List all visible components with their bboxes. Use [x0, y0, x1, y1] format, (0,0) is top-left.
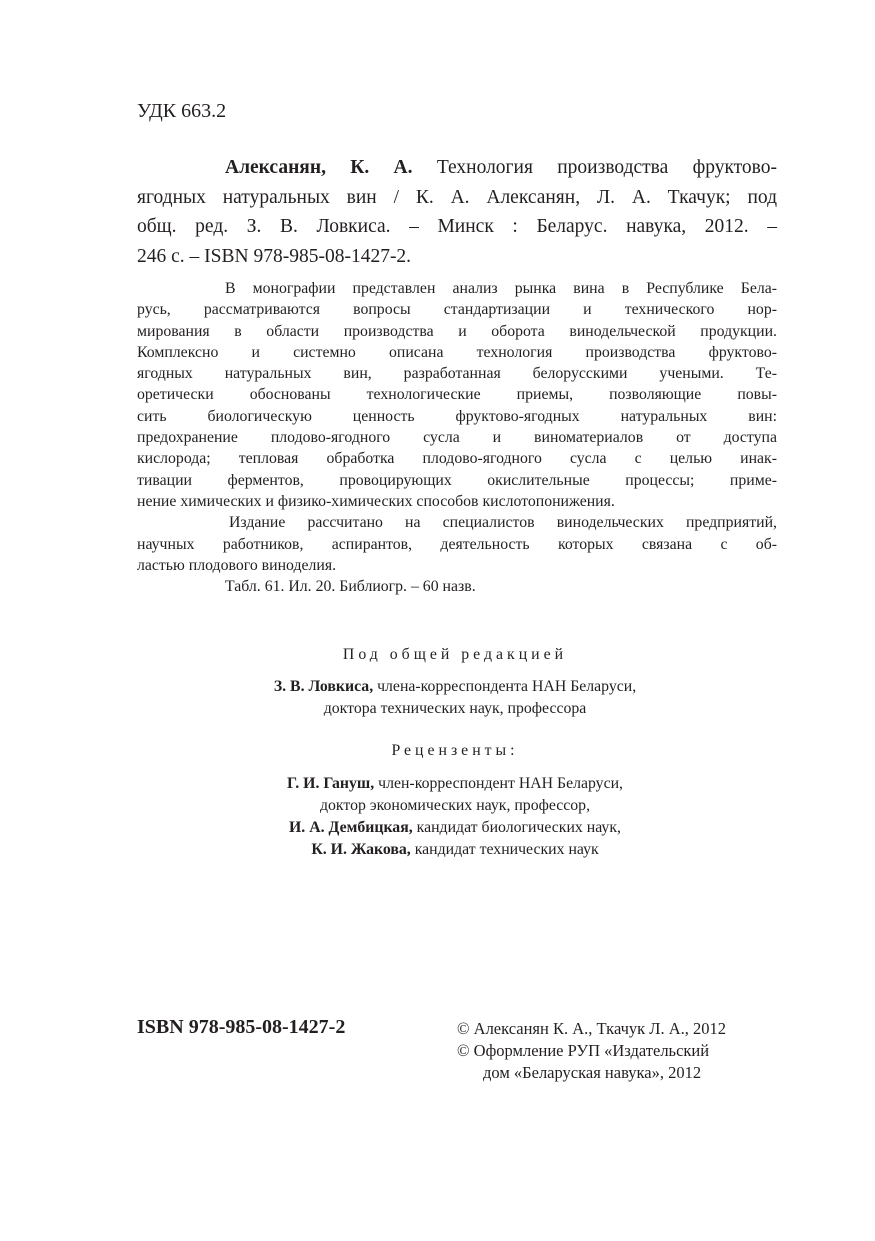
abstract-line: Комплексно и системно описана технология производства фруктово-: [137, 343, 777, 361]
reviewer-title: кандидат технических наук: [410, 841, 599, 858]
editor-name: З. В. Ловкиса,: [273, 678, 374, 695]
editor-heading: Под общей редакцией: [342, 646, 568, 663]
abstract-line: Издание рассчитано на специалистов винодельческих предприятий,: [229, 514, 777, 532]
reviewer-title: кандидат биологических наук,: [412, 819, 621, 836]
abstract-line: нение химических и физико-химических способов кислотопонижения.: [137, 492, 615, 510]
copyright-line: © Оформление РУП «Издательский: [457, 1041, 710, 1060]
abstract-line: ягодных натуральных вин, разработанная белорусскими учеными. Те-: [137, 365, 777, 383]
abstract-line: тивации ферментов, провоцирующих окислительные процессы; приме-: [137, 471, 777, 489]
reviewers-list: [137, 773, 773, 861]
reviewers-heading: Рецензенты:: [391, 742, 519, 759]
reviewer-degree: доктор экономических наук, профессор,: [319, 797, 591, 814]
reviewer-name: К. И. Жакова,: [311, 841, 411, 858]
citation-title: Технология производства фруктово-: [412, 157, 777, 178]
copyright-line: © Алексанян К. А., Ткачук Л. А., 2012: [457, 1019, 727, 1038]
citation-line: ягодных натуральных вин / К. А. Алексанян, Л. А. Ткачук; под: [137, 186, 777, 208]
citation-line: общ. ред. З. В. Ловкиса. – Минск : Беларус. навука, 2012. –: [137, 216, 777, 237]
copyright-notice: [457, 1018, 726, 1084]
citation-line: [137, 153, 777, 183]
reviewer-name: Г. И. Гануш,: [286, 775, 375, 792]
abstract-line: сить биологическую ценность фруктово-ягодных натуральных вин:: [137, 407, 777, 425]
udk-code: УДК 663.2: [137, 100, 227, 122]
reviewer-title: член-корреспондент НАН Беларуси,: [374, 775, 623, 792]
citation-author: Алексанян, К. А.: [225, 157, 413, 178]
citation-line: 246 с. – ISBN 978-985-08-1427-2.: [137, 245, 412, 267]
abstract-line: мирования в области производства и оборота винодельческой продукции.: [137, 322, 777, 340]
abstract-line: научных работников, аспирантов, деятельность которых связана с об-: [137, 535, 777, 553]
abstract-line: кислорода; тепловая обработка плодово-ягодного сусла с целью инак-: [137, 450, 777, 468]
abstract-line: предохранение плодово-ягодного сусла и виноматериалов от доступа: [137, 429, 777, 447]
copyright-line: дом «Беларуская навука», 2012: [483, 1063, 702, 1082]
reviewer-name: И. А. Дембицкая,: [289, 819, 413, 836]
editor-title: члена-корреспондента НАН Беларуси,: [373, 678, 637, 695]
abstract-line: оретически обоснованы технологические приемы, позволяющие повы-: [137, 386, 777, 404]
abstract-line: Табл. 61. Ил. 20. Библиогр. – 60 назв.: [225, 578, 476, 596]
abstract: [137, 278, 777, 597]
abstract-line: В монографии представлен анализ рынка вина в Республике Бела-: [225, 280, 777, 297]
bibliographic-citation: [137, 153, 777, 271]
editor-info: [137, 676, 773, 720]
isbn: ISBN 978-985-08-1427-2: [137, 1016, 346, 1038]
abstract-line: ластью плодового виноделия.: [137, 556, 337, 574]
abstract-line: русь, рассматриваются вопросы стандартизации и технического нор-: [137, 301, 777, 319]
editor-degree: доктора технических наук, профессора: [323, 700, 587, 717]
